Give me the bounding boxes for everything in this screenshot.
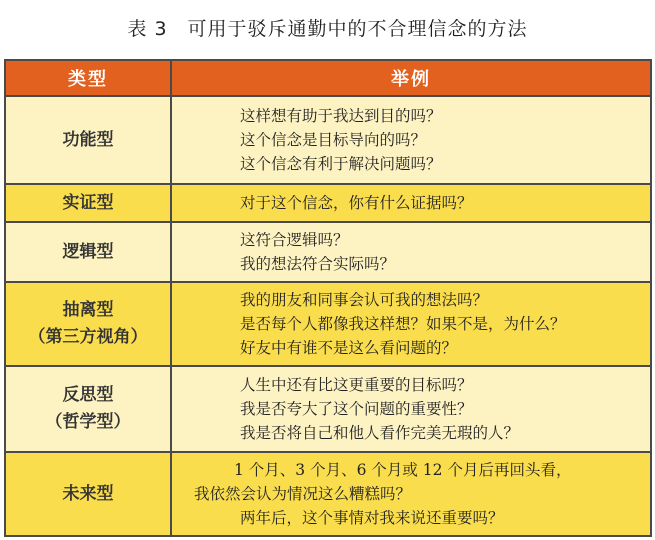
type-label: 抽离型 <box>62 300 114 320</box>
type-label: 实证型 <box>62 192 114 213</box>
example-line: 我的想法符合实际吗？ <box>240 255 396 273</box>
type-sublabel: （哲学型） <box>45 412 131 432</box>
type-label: 功能型 <box>62 129 114 150</box>
example-line: 1 个月、3 个月、6 个月或 12 个月后再回头看， <box>234 461 572 479</box>
type-sublabel: （第三方视角） <box>28 327 148 347</box>
example-line: 这个信念是目标导向的吗？ <box>240 131 427 149</box>
row-examples-functional <box>172 95 650 183</box>
row-type-empirical <box>6 183 172 221</box>
example-line: 我依然会认为情况这么糟糕吗？ <box>194 485 412 503</box>
methods-table <box>4 59 652 537</box>
row-examples-logical <box>172 221 650 281</box>
example-line: 对于这个信念，你有什么证据吗？ <box>240 194 473 212</box>
example-line: 这符合逻辑吗？ <box>240 231 349 249</box>
example-line: 是否每个人都像我这样想？如果不是，为什么？ <box>240 315 566 333</box>
example-line: 人生中还有比这更重要的目标吗？ <box>240 376 473 394</box>
row-type-future <box>6 451 172 535</box>
table-caption: 表 3 可用于驳斥通勤中的不合理信念的方法 <box>127 18 528 40</box>
header-example: 举例 <box>172 61 650 95</box>
row-type-functional <box>6 95 172 183</box>
row-type-detached <box>6 281 172 365</box>
example-line: 我是否夸大了这个问题的重要性？ <box>240 400 473 418</box>
example-line: 好友中有谁不是这么看问题的？ <box>240 339 458 357</box>
type-label: 逻辑型 <box>62 241 114 262</box>
header-type: 类型 <box>6 61 172 95</box>
example-line: 我的朋友和同事会认可我的想法吗？ <box>240 291 489 309</box>
type-label: 反思型 <box>62 385 114 405</box>
row-examples-empirical <box>172 183 650 221</box>
example-line: 两年后，这个事情对我来说还重要吗？ <box>240 509 504 527</box>
row-examples-future <box>172 451 650 535</box>
row-examples-reflective <box>172 365 650 451</box>
type-label: 未来型 <box>62 483 114 504</box>
row-examples-detached <box>172 281 650 365</box>
example-line: 我是否将自己和他人看作完美无瑕的人？ <box>240 424 520 442</box>
example-line: 这个信念有利于解决问题吗？ <box>240 155 442 173</box>
example-line: 这样想有助于我达到目的吗？ <box>240 107 442 125</box>
row-type-reflective <box>6 365 172 451</box>
row-type-logical <box>6 221 172 281</box>
